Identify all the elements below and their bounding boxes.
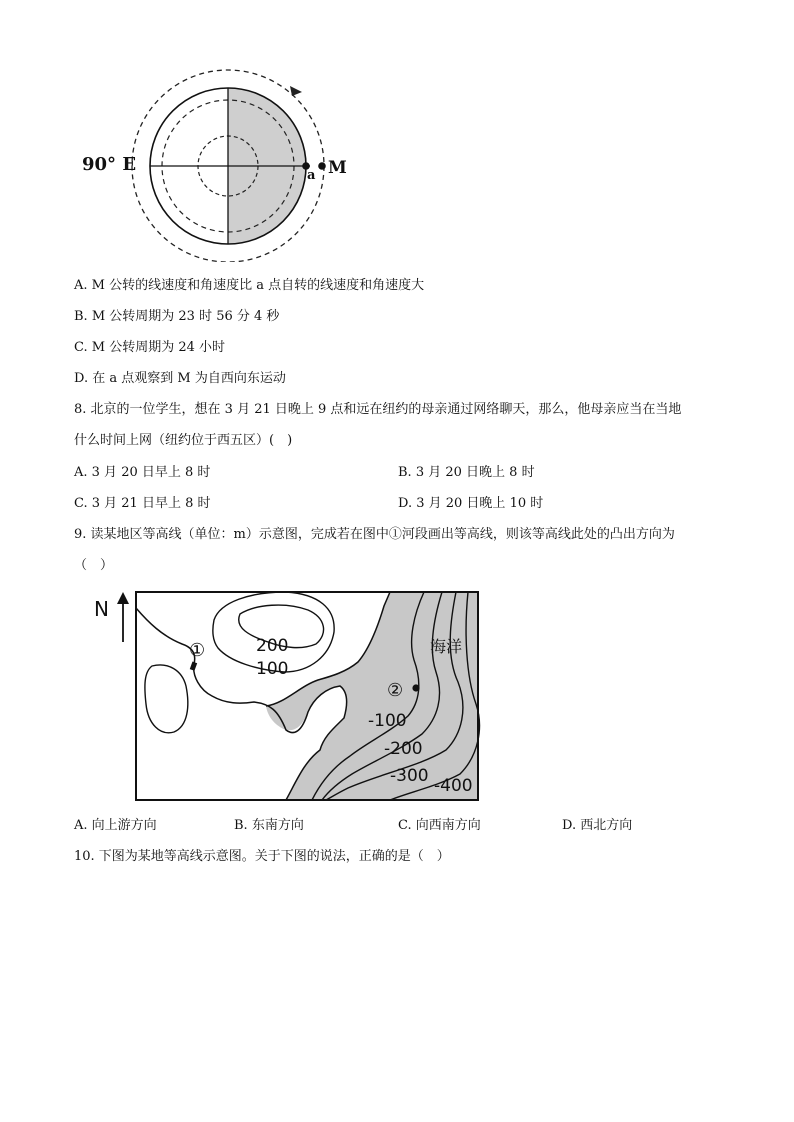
q8-option-a: A. 3 月 20 日早上 8 时: [74, 465, 211, 480]
q9-option-a: A. 向上游方向: [74, 818, 157, 833]
q8-option-d: D. 3 月 20 日晚上 10 时: [398, 496, 544, 511]
north-label: N: [94, 597, 109, 621]
contour-minus-200-label: -200: [384, 739, 423, 759]
q8-stem-line2: 什么时间上网（纽约位于西五区）( ): [74, 433, 293, 448]
q7-option-a: A. M 公转的线速度和角速度比 a 点自转的线速度和角速度大: [74, 278, 425, 293]
contour-map-svg: [90, 586, 490, 806]
q7-option-b: B. M 公转周期为 23 时 56 分 4 秒: [74, 309, 280, 324]
q9-option-c: C. 向西南方向: [398, 818, 481, 833]
q10-stem: 10. 下图为某地等高线示意图。关于下图的说法，正确的是（ ）: [74, 849, 450, 864]
contour-map: [90, 586, 490, 806]
q7-option-d: D. 在 a 点观察到 M 为自西向东运动: [74, 371, 286, 386]
q9-stem-line2: （ ）: [74, 558, 114, 573]
ocean-label: 海洋: [430, 637, 463, 656]
q9-stem-line1: 9. 读某地区等高线（单位：m）示意图，完成若在图中①河段画出等高线，则该等高线此处的凸出方向为: [74, 527, 675, 542]
q8-option-c: C. 3 月 21 日早上 8 时: [74, 496, 211, 511]
point-1-marker: [190, 662, 197, 671]
q8-option-b: B. 3 月 20 日晚上 8 时: [398, 465, 535, 480]
contour-100-label: 100: [256, 659, 289, 679]
label-90e: 90° E: [82, 154, 137, 175]
point-1-label: ①: [189, 640, 206, 661]
point-2-marker: [412, 684, 419, 691]
contour-200-label: 200: [256, 636, 289, 656]
orbit-direction-arrow-icon: [290, 86, 302, 96]
q8-stem-line1: 8. 北京的一位学生，想在 3 月 21 日晚上 9 点和远在纽约的母亲通过网络聊天，那么，他母亲应当在当地: [74, 402, 682, 417]
label-m: M: [328, 158, 347, 178]
point-m: [318, 162, 326, 170]
q9-option-b: B. 东南方向: [234, 818, 304, 833]
q9-option-d: D. 西北方向: [562, 818, 633, 833]
island-contour: [145, 665, 188, 733]
contour-minus-100-label: -100: [368, 711, 407, 731]
contour-minus-300-label: -300: [390, 766, 429, 786]
north-arrow-icon: [117, 592, 129, 604]
point-2-label: ②: [387, 680, 404, 701]
ocean-area: [266, 592, 478, 800]
q7-option-c: C. M 公转周期为 24 小时: [74, 340, 225, 355]
contour-minus-400-label: -400: [434, 776, 473, 796]
label-a: a: [307, 168, 316, 183]
